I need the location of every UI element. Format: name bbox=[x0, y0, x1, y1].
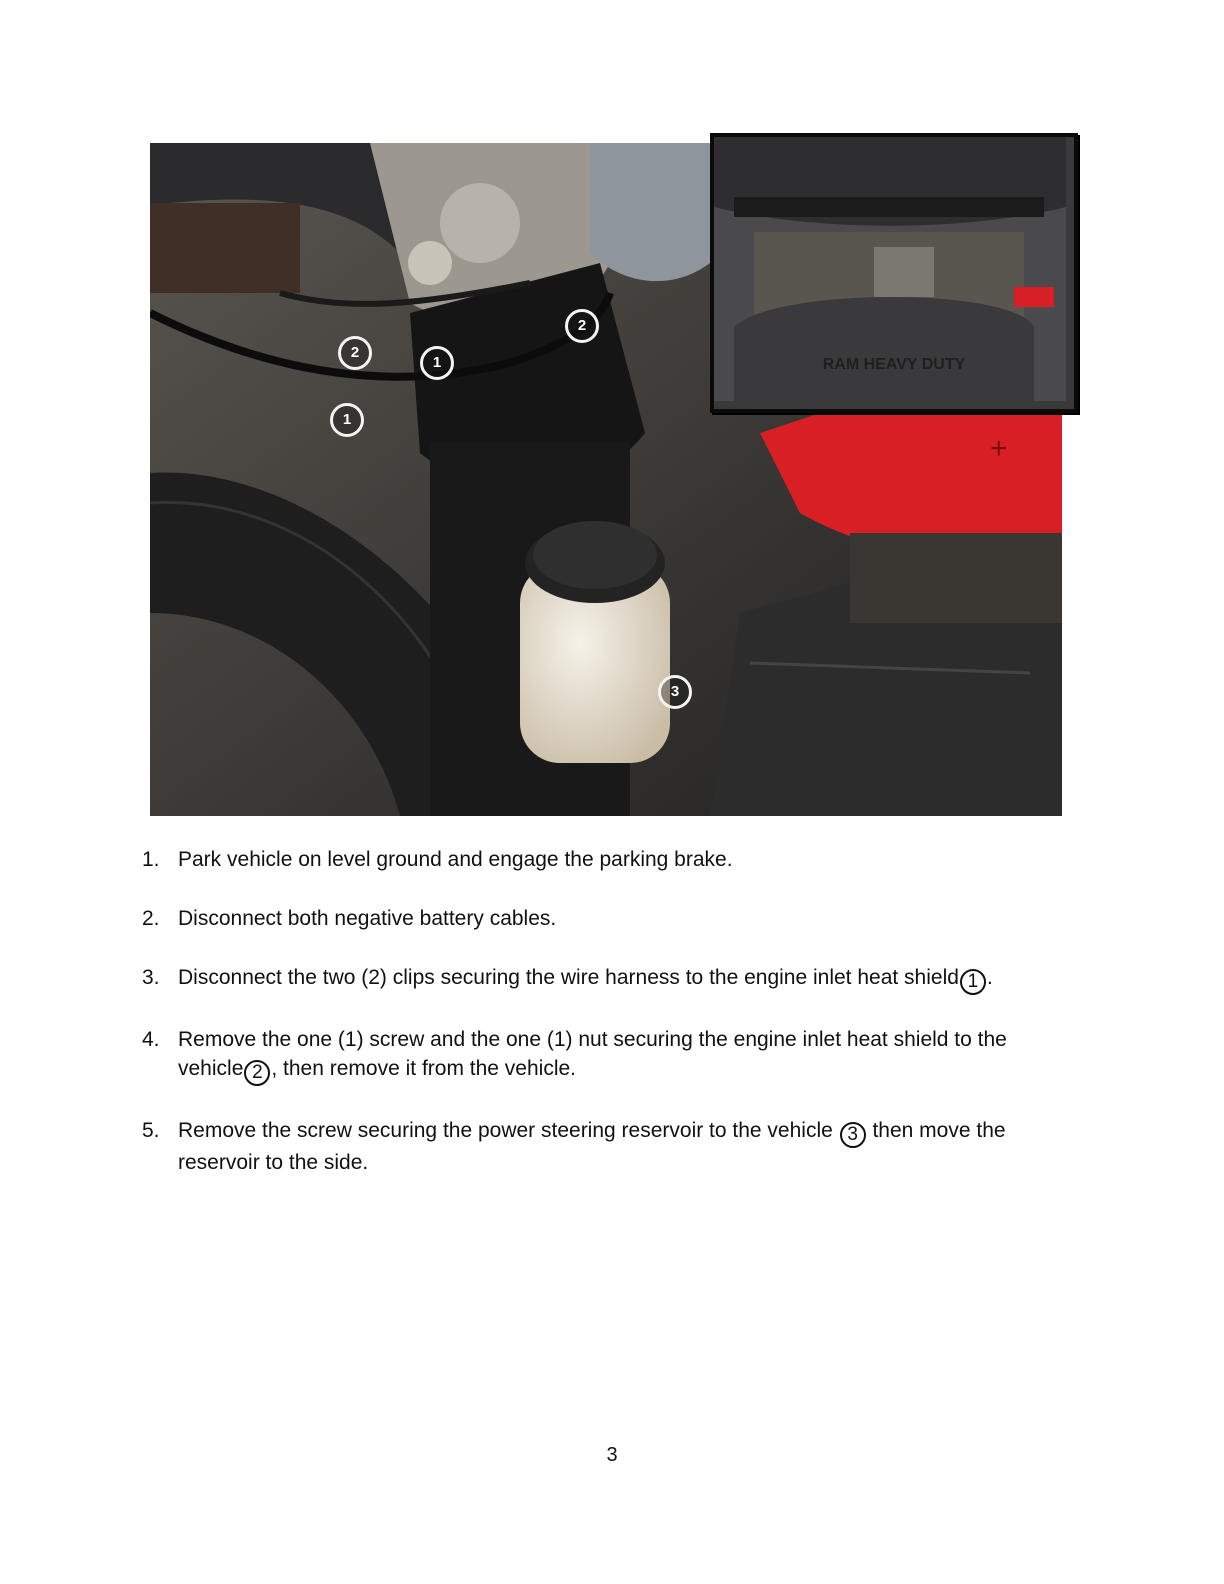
callout-1b: 1 bbox=[330, 403, 364, 437]
step-item bbox=[140, 1116, 1050, 1177]
step-text: Remove the one (1) screw and the one (1) nut securing the engine inlet heat shield to the vehicle bbox=[178, 1028, 1007, 1080]
step-item bbox=[140, 1025, 1050, 1086]
callout-2a: 2 bbox=[338, 336, 372, 370]
callout-3: 3 bbox=[658, 675, 692, 709]
step-text: Remove the screw securing the power steering reservoir to the vehicle bbox=[178, 1119, 839, 1142]
inset-caption: RAM HEAVY DUTY bbox=[822, 356, 966, 373]
step-text-tail: . bbox=[986, 966, 993, 989]
step-callout-marker: 3 bbox=[840, 1122, 866, 1148]
step-callout-marker: 1 bbox=[960, 969, 986, 995]
step-text: Disconnect both negative battery cables. bbox=[178, 907, 557, 930]
callout-1a: 1 bbox=[420, 346, 454, 380]
step-text: Disconnect the two (2) clips securing the wire harness to the engine inlet heat shield bbox=[178, 966, 959, 989]
step-number: 5. bbox=[142, 1119, 160, 1142]
step-number: 1. bbox=[142, 848, 160, 871]
step-number: 4. bbox=[142, 1028, 160, 1051]
step-text-tail: , then remove it from the vehicle. bbox=[271, 1057, 577, 1080]
engine-overview-illustration bbox=[714, 137, 1066, 401]
page-number: 3 bbox=[606, 1444, 618, 1466]
instruction-steps bbox=[140, 845, 1050, 1207]
engine-overview-inset bbox=[710, 133, 1078, 413]
battery-plus-text: + bbox=[990, 432, 1008, 465]
step-item bbox=[140, 845, 1050, 874]
step-text: Park vehicle on level ground and engage the parking brake. bbox=[178, 848, 733, 871]
step-item bbox=[140, 904, 1050, 933]
callout-2b: 2 bbox=[565, 309, 599, 343]
step-callout-marker: 2 bbox=[244, 1060, 270, 1086]
step-text-tail: then move the reservoir to the side. bbox=[178, 1119, 1006, 1174]
step-number: 3. bbox=[142, 966, 160, 989]
step-number: 2. bbox=[142, 907, 160, 930]
step-item bbox=[140, 963, 1050, 995]
